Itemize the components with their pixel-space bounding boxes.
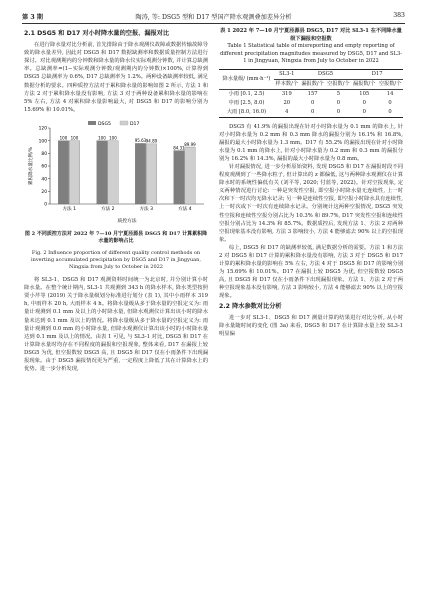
- legend-swatch-d17: [120, 121, 128, 125]
- paragraph: 针对漏报情况, 进一步分析原始资料, 发现 DSG5 和 D17 在漏报时段不同程度观测到了一些降水粒子, 但计算出的 z 都偏低, 这与两种降水观测仪在计算降水时的系统性偏低有关 (刘平等, 2020; 付蓝等, 2022)。针对空报现象, 定义两种情况进行讨论: 一种是突发性空报, 即空报小时降水量无连续性, 上一时次和下一时次均无降水记录; 另一种是连续性空报, 即空报小时降水具有连续性, 上一时次或下一时次有连续降水记录。分别统计这两种空报情况, DSG5 突发性空报和连续性空报分别占比为 10.3% 和 89.7%, D17 突发性空报和连续性空报分别占比为 14.3% 和 85.7%。数据质控后, 发现方法 1、方法 2 对两种空报现象基本没有影响, 方法 3 影响较小, 方法 4 能够滤去 90% 以上的空报现象。: [219, 163, 403, 243]
- table-cell: 105: [359, 90, 370, 97]
- paragraph: 将 SL3-1、DSG5 和 D17 观测资料时间统一为北京时, 并分别计算小时降水量。在整个统计期内, SL3-1 共观测到 343 h 的降水样本, 降水类型按照贾小芹等 (2019) 关于降水量级划分标准进行划分 (表 1), 其中小雨样本 319 h, 中雨样本 20 h, 大雨样本 4 h。将降水量级从多于降水量的空报定义为: 雨量计观测到 0.1 mm 及以上的小时降水量, 但降水观测仪计算出该小时的降水量未达到 0.1 mm 及以上的情况。将降水量级从多于降水量的空报定义为: 雨量计观测到 0.0 mm 的小时降水量, 但降水观测仪计算出该小时的小时降水量达到 0.1 mm 及以上的情况。由表 1 可见, 与 SL3-1 对比, DSG5 和 D17 在计算降水量时均存在不同程度的漏报和空报现象, 整体来看, D17 在漏报上较 DSG5 为优, 但空报数较 DSG5 高, 且 DSG5 和 D17 仅在小雨条件下出现漏报现象。由于 DSG5 漏报情况更为严重, 一定程度上降低了其在计算降水上的优势。进一步分析发现,: [24, 277, 208, 373]
- table-row: [219, 99, 403, 108]
- x-tick-label: 方法 4: [177, 206, 192, 212]
- y-tick-label: 20: [41, 189, 47, 195]
- figure-2-caption-en: Fig. 2 Influence proportion of different quality control methods on inverting accumulated precipitation by DSG5 and D17 in Jingyuan, Ningxia from July to October in 2022: [31, 250, 201, 271]
- x-tick-label: 方法 1: [62, 206, 77, 212]
- data-label: 89.99: [184, 141, 196, 147]
- table-head-d17: D17: [351, 69, 403, 79]
- left-column: [24, 28, 208, 373]
- bar-dsg5: [174, 151, 184, 204]
- table-subhead: 漏报数/个: [300, 79, 326, 89]
- x-tick-label: 方法 2: [100, 206, 115, 212]
- y-axis-label: 累积降水量比例/%: [29, 146, 34, 185]
- table-1-caption-cn: 表 1 2022 年 7—10 月宁夏泾源县 DSG5, D17 对比 SL3-1 在不同降水量级下漏报和空报数: [220, 28, 402, 42]
- y-tick-label: 0: [44, 202, 47, 208]
- table-cell: 157: [307, 90, 318, 97]
- table-head-sl3-1: SL3-1: [274, 69, 300, 79]
- section-heading-2-2: 2.2 降水参数对比分析: [219, 302, 282, 310]
- table-subhead: 空报数/个: [326, 79, 352, 89]
- table-head-dsg5: DSG5: [300, 69, 352, 79]
- header-rule: [22, 23, 405, 24]
- bar-dsg5: [135, 143, 145, 204]
- data-label: 95.63: [134, 138, 147, 144]
- table-subhead: 空报数/个: [377, 79, 403, 89]
- bar-dsg5: [97, 141, 107, 204]
- table-subhead: 漏报数/个: [351, 79, 377, 89]
- bar-d17: [69, 141, 79, 204]
- x-tick-label: 方法 3: [139, 206, 154, 212]
- table-cell: 0: [326, 108, 352, 118]
- bar-d17: [185, 147, 195, 204]
- y-ticks: [39, 126, 50, 208]
- x-axis-label: 质控方法: [117, 218, 137, 224]
- table-1: [219, 69, 403, 118]
- table-cell: 319: [281, 90, 292, 97]
- table-cell: 小雨 [0.1, 2.5): [228, 90, 265, 97]
- y-tick-label: 40: [41, 177, 47, 183]
- table-subhead: 样本数/个: [274, 79, 300, 89]
- data-label: 84.31: [173, 145, 185, 151]
- table-cell: 0: [310, 99, 315, 106]
- bars: [58, 135, 196, 212]
- bar-d17: [108, 141, 118, 204]
- table-row: [219, 89, 403, 99]
- table-cell: 中雨 [2.5, 8.0): [228, 99, 265, 106]
- paragraph: 综上, DSG5 和 D17 的缺测率较低, 满足数据分析的需要。方法 1 和方法 2 对 DSG5 和 D17 计算的累积降水量没有影响, 方法 3 对于 DSG5 和 D17 计算的累积降水量的影响在 5% 左右, 方法 4 对于 DSG5 和 D17 的影响分别为 15.69% 和 10.01%。D17 在漏报上较 DSG5 为优, 但空报数较 DSG5 高, 且 DSG5 和 D17 仅在小雨条件下出现漏报现象。方法 1、方法 2 对于两种空报现象基本没有影响, 方法 3 影响较小, 方法 4 能够滤去 90% 以上的空报现象。: [219, 244, 403, 300]
- table-head-magnitude: 降水量级/ (mm·h⁻¹): [219, 69, 274, 89]
- bar-d17: [146, 144, 156, 204]
- table-cell: 20: [283, 99, 291, 106]
- table-row: [219, 108, 403, 118]
- data-label: 100: [70, 135, 79, 141]
- table-cell: 14: [386, 90, 394, 97]
- paragraph: 进一步对 SL3-1、DSG5 和 D17 测量计算的结果进行对比分析, 从小时降水量随时间的变化 (图 3a) 来看, DSG5 和 D17 在计算降水量上较 SL3-1 明显偏: [219, 314, 403, 337]
- data-label: 100: [59, 135, 68, 141]
- table-cell: 大雨 [8.0, 16.0): [219, 108, 274, 118]
- running-header: [22, 9, 405, 23]
- table-cell: 0: [300, 108, 326, 118]
- table-cell: 4: [274, 108, 300, 118]
- table-cell: 0: [377, 108, 403, 118]
- y-tick-label: 120: [38, 126, 47, 132]
- data-label: 100: [109, 135, 117, 141]
- y-tick-label: 60: [41, 164, 47, 170]
- running-title: 陶涛, 等: DSG5 型和 D17 型国产降水观测叠加差异分析: [135, 14, 292, 21]
- legend-label-d17: D17: [130, 121, 140, 127]
- issue-number: 第 3 期: [22, 14, 43, 21]
- y-tick-label: 80: [41, 151, 47, 157]
- table-cell: 0: [388, 99, 392, 106]
- table-cell: 5: [336, 90, 341, 97]
- bar-dsg5: [58, 141, 68, 204]
- page-number: 383: [393, 12, 405, 19]
- figure-2: [24, 118, 208, 229]
- y-tick-label: 100: [38, 139, 47, 145]
- section-heading-2-1: 2.1 DSG5 和 D17 对小时降水量的空报、漏报对比: [24, 30, 170, 37]
- legend-swatch-dsg5: [88, 121, 96, 125]
- table-1-caption-en: Table 1 Statistical table of misreporting and empty reporting of different precipitation magnitudes measured by DSG5, D17 and SL3-1 in Jingyuan, Ningxia from July to October in 2022: [219, 43, 403, 64]
- table-cell: 0: [351, 108, 377, 118]
- paragraph: 在进行降水量对比分析前, 首先排除由于降水观测仪故障或数据传输故障导致的降水量差异, 因此对 DSG5 和 D17 数据缺测率和数据质量控制方法进行探讨。对比观测期内的分钟数和降水量的降水仪实际观测分钟数, 并计算总缺测率。总缺测率=(1−实际观测分钟数/观测期内的分钟数)×100%, 计算得到 DSG5 总缺测率为 0.6%, D17 总缺测率为 1.2%。两种设备缺测率较低, 满足数据分析的要求。四种质控方法对于累积降水量的影响如图 2 所示, 方法 1 和方法 2 对于累积降水量没有影响, 方法 3 对于两种设备累积降水量的影响在 5% 左右, 方法 4 对累积降水量影响最大, 对 DSG5 和 D17 的影响分别为 15.69% 和 10.01%。: [24, 42, 208, 113]
- table-cell: 0: [362, 99, 366, 106]
- data-label: 100: [98, 135, 106, 141]
- table-cell: 0: [336, 99, 341, 106]
- legend-label-dsg5: DSG5: [98, 121, 111, 127]
- right-column: [219, 28, 403, 338]
- bar-chart: [24, 118, 208, 226]
- paragraph: DSG5 有 41.9% 的漏报出现在针对小时降水量为 0.1 mm 的降水上, 针对小时降水量为 0.2 mm 和 0.3 mm 降水的漏报分别为 16.1% 和 16.8%, 漏报的最大小时降水量为 1.3 mm。D17 有 55.2% 的漏报出现在针对小时降水量为 0.1 mm 的降水上, 针对小时降水量为 0.2 mm 和 0.3 mm 的漏报分别为 16.2% 和 14.3%, 漏报的最大小时降水量为 0.8 mm。: [219, 123, 403, 162]
- data-label: 94.89: [145, 138, 158, 144]
- figure-2-caption-cn: 图 2 不同质控方法对 2022 年 7—10 月宁夏泾源县 DSG5 和 D17 计算累积降水量的影响占比: [24, 231, 208, 245]
